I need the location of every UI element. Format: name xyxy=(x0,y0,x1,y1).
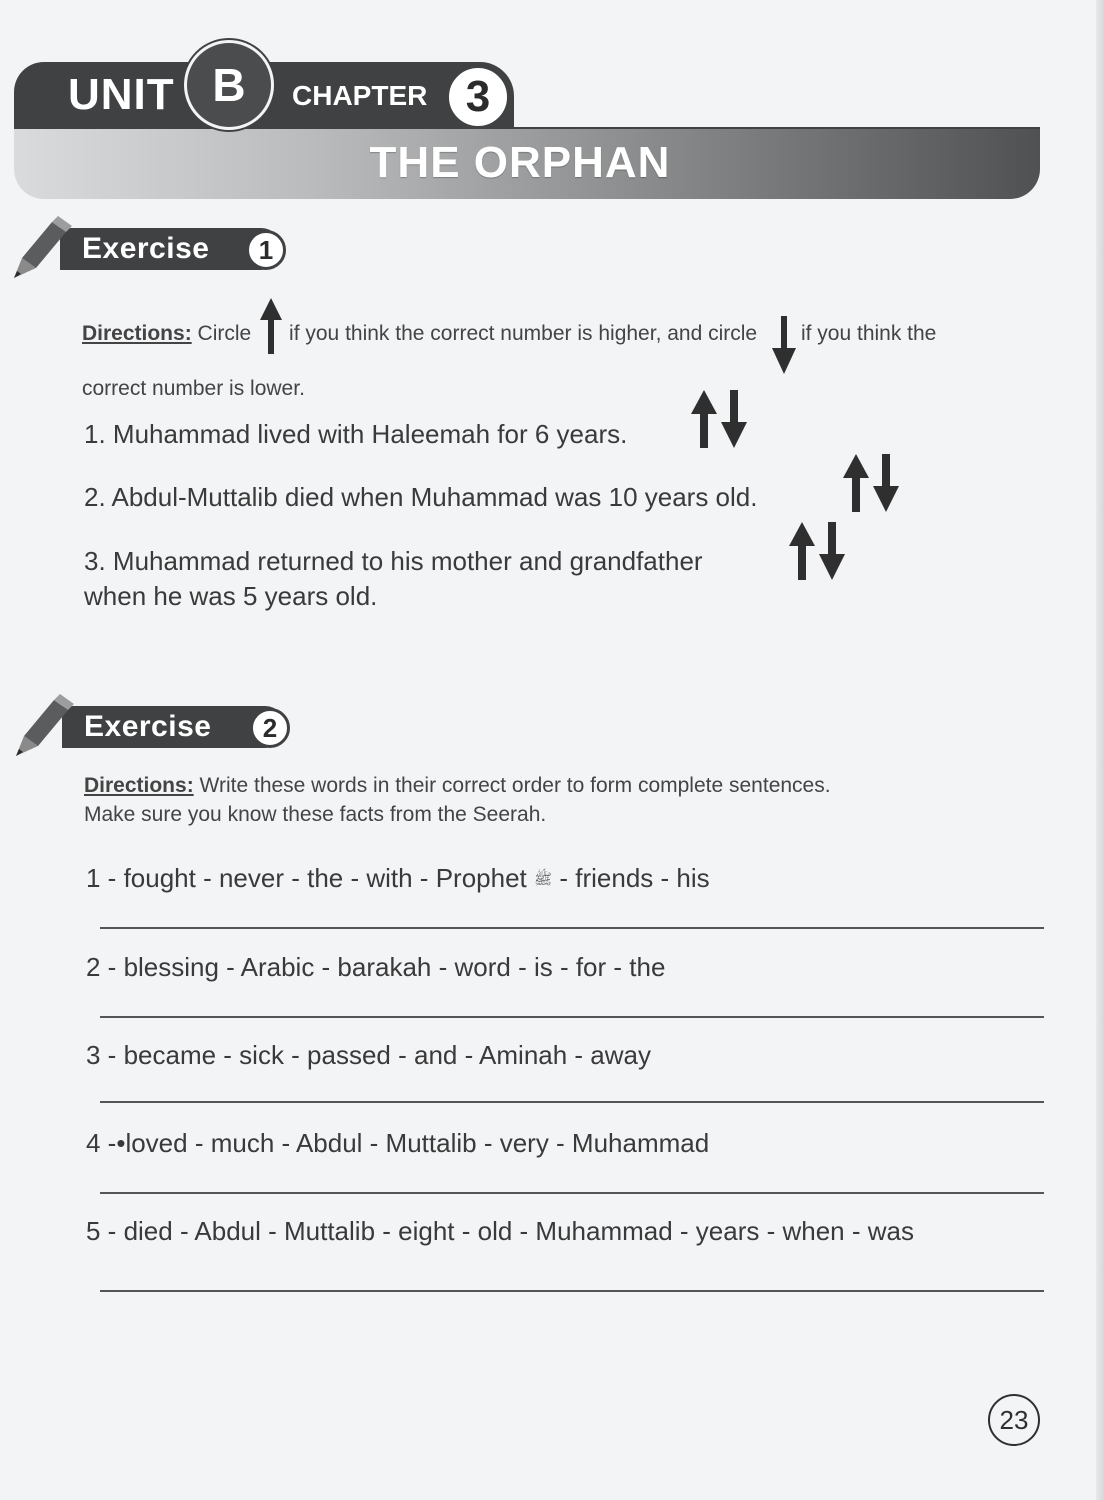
chapter-label: CHAPTER xyxy=(292,80,428,111)
directions-text: Write these words in their correct order to form complete sentences. xyxy=(199,774,831,797)
directions-text: correct number is lower. xyxy=(82,377,305,400)
pencil-icon xyxy=(12,216,74,280)
answer-line[interactable] xyxy=(100,927,1044,929)
unit-letter-badge: B xyxy=(184,40,274,130)
exercise-1-item: 2. Abdul-Muttalib died when Muhammad was 10 years old. xyxy=(84,482,758,512)
exercise-2-label: Exercise xyxy=(84,710,212,743)
exercise-2-item-text: - friends - his xyxy=(559,863,710,893)
answer-line[interactable] xyxy=(100,1290,1044,1292)
directions-lead: Directions: xyxy=(84,774,194,797)
chapter-title: THE ORPHAN xyxy=(369,138,671,187)
up-down-arrows-icon[interactable] xyxy=(842,454,900,514)
answer-line[interactable] xyxy=(100,1192,1044,1194)
exercise-1-item-continued: when he was 5 years old. xyxy=(84,581,378,611)
exercise-2-directions xyxy=(84,771,1044,829)
exercise-1-number: 1 xyxy=(246,230,286,270)
exercise-1-directions xyxy=(82,298,1042,403)
page-number: 23 xyxy=(988,1394,1040,1446)
exercise-1-label: Exercise xyxy=(82,232,210,265)
exercise-2-item: 3 - became - sick - passed - and - Aminah - away xyxy=(86,1040,652,1070)
directions-lead: Directions: xyxy=(82,322,192,345)
page-edge xyxy=(1096,0,1104,1500)
exercise-1-item: 1. Muhammad lived with Haleemah for 6 years. xyxy=(84,419,628,449)
directions-text: if you think the xyxy=(800,322,937,345)
down-arrow-icon xyxy=(771,316,797,374)
up-down-arrows-icon[interactable] xyxy=(788,522,846,582)
exercise-2-item-text: 1 - fought - never - the - with - Prophet xyxy=(86,863,527,893)
exercise-1-item: 3. Muhammad returned to his mother and grandfather xyxy=(84,546,703,576)
answer-line[interactable] xyxy=(100,1016,1044,1018)
exercise-2-item: 2 - blessing - Arabic - barakah - word - is - for - the xyxy=(86,952,666,982)
unit-label: UNIT xyxy=(68,70,175,119)
exercise-2-item: 5 - died - Abdul - Muttalib - eight - old - Muhammad - years - when - was xyxy=(86,1216,914,1246)
directions-text: Circle xyxy=(197,322,252,345)
exercise-2-item: 4 -•loved - much - Abdul - Muttalib - very - Muhammad xyxy=(86,1128,710,1158)
up-arrow-icon xyxy=(259,298,283,354)
directions-text: if you think the correct number is higher, and circle xyxy=(289,322,758,345)
up-down-arrows-icon[interactable] xyxy=(690,390,748,450)
answer-line[interactable] xyxy=(100,1101,1044,1103)
directions-text: Make sure you know these facts from the Seerah. xyxy=(84,803,547,826)
pencil-icon xyxy=(14,694,76,758)
exercise-2-number: 2 xyxy=(250,708,290,748)
chapter-number-badge: 3 xyxy=(446,65,510,129)
exercise-2-item xyxy=(86,860,710,898)
honorific-icon: ﷺ xyxy=(534,871,553,889)
